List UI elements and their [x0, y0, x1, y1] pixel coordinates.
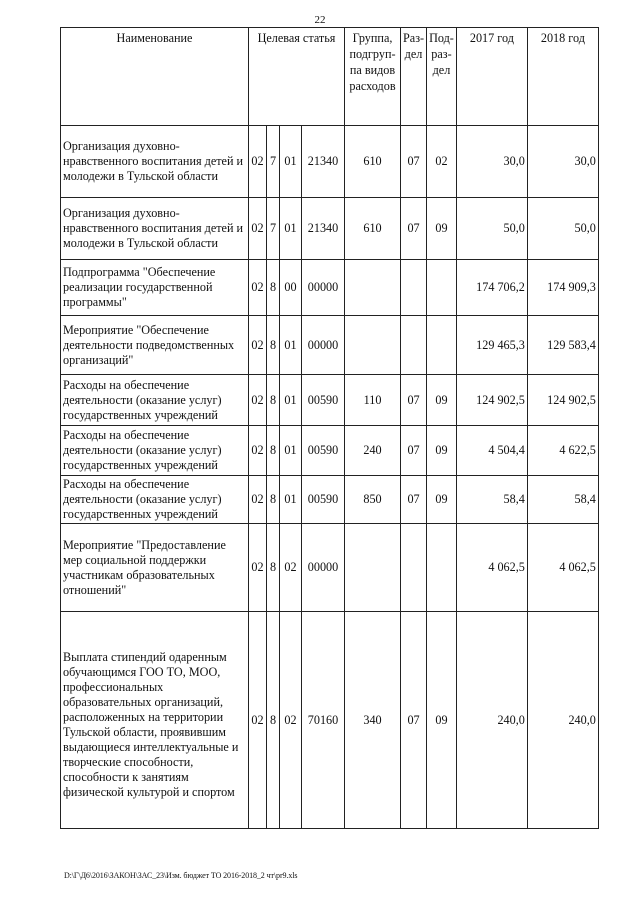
section-code: 07: [401, 426, 427, 476]
section-code: [401, 524, 427, 612]
article-event: 01: [280, 126, 302, 198]
article-subprogram: 8: [267, 375, 280, 426]
amount-2017: 174 706,2: [456, 260, 527, 316]
article-direction: 00000: [302, 316, 345, 375]
row-name: Расходы на обеспечение деятельности (оказание услуг) государственных учреждений: [61, 476, 249, 524]
amount-2018: 4 622,5: [527, 426, 598, 476]
header-name: Наименование: [61, 28, 249, 126]
section-code: [401, 316, 427, 375]
amount-2017: 50,0: [456, 198, 527, 260]
article-program: 02: [249, 126, 267, 198]
article-program: 02: [249, 426, 267, 476]
subsection-code: 09: [427, 426, 457, 476]
header-section: Раз-дел: [401, 28, 427, 126]
table-row: [61, 524, 599, 612]
article-event: 02: [280, 524, 302, 612]
article-subprogram: 8: [267, 426, 280, 476]
amount-2017: 4 062,5: [456, 524, 527, 612]
article-event: 01: [280, 476, 302, 524]
section-code: 07: [401, 476, 427, 524]
article-direction: 00000: [302, 260, 345, 316]
article-event: 01: [280, 316, 302, 375]
article-program: 02: [249, 260, 267, 316]
article-subprogram: 8: [267, 316, 280, 375]
page-number: 22: [314, 14, 326, 26]
amount-2018: 30,0: [527, 126, 598, 198]
table-header-row: [61, 28, 599, 126]
row-name: Мероприятие "Предоставление мер социальной поддержки участникам образовательных отношений": [61, 524, 249, 612]
article-event: 01: [280, 375, 302, 426]
expense-group: 610: [345, 126, 401, 198]
section-code: 07: [401, 612, 427, 829]
article-program: 02: [249, 476, 267, 524]
file-path-footer: D:\Г\Д6\2016\ЗАКОН\ЗАС_23\Изм. бюджет ТО 2016-2018_2 чт\pr9.xls: [64, 871, 298, 880]
expense-group: [345, 260, 401, 316]
subsection-code: [427, 316, 457, 375]
table-row: [61, 316, 599, 375]
article-direction: 21340: [302, 126, 345, 198]
table-row: [61, 126, 599, 198]
article-program: 02: [249, 524, 267, 612]
article-program: 02: [249, 198, 267, 260]
article-event: 00: [280, 260, 302, 316]
article-program: 02: [249, 375, 267, 426]
article-subprogram: 7: [267, 198, 280, 260]
section-code: 07: [401, 126, 427, 198]
amount-2018: 124 902,5: [527, 375, 598, 426]
subsection-code: 09: [427, 476, 457, 524]
subsection-code: 02: [427, 126, 457, 198]
table-row: [61, 198, 599, 260]
article-program: 02: [249, 612, 267, 829]
subsection-code: 09: [427, 375, 457, 426]
row-name: Расходы на обеспечение деятельности (оказание услуг) государственных учреждений: [61, 426, 249, 476]
article-subprogram: 8: [267, 260, 280, 316]
article-subprogram: 8: [267, 476, 280, 524]
expense-group: 610: [345, 198, 401, 260]
expense-group: [345, 316, 401, 375]
subsection-code: 09: [427, 198, 457, 260]
amount-2018: 58,4: [527, 476, 598, 524]
table-row: [61, 612, 599, 829]
table-row: [61, 260, 599, 316]
amount-2017: 30,0: [456, 126, 527, 198]
amount-2018: 129 583,4: [527, 316, 598, 375]
amount-2017: 4 504,4: [456, 426, 527, 476]
row-name: Организация духовно-нравственного воспитания детей и молодежи в Тульской области: [61, 198, 249, 260]
expense-group: 240: [345, 426, 401, 476]
article-subprogram: 8: [267, 524, 280, 612]
section-code: 07: [401, 198, 427, 260]
amount-2018: 4 062,5: [527, 524, 598, 612]
row-name: Организация духовно-нравственного воспитания детей и молодежи в Тульской области: [61, 126, 249, 198]
article-subprogram: 7: [267, 126, 280, 198]
amount-2017: 240,0: [456, 612, 527, 829]
table-body: [61, 126, 599, 829]
header-year-2017: 2017 год: [456, 28, 527, 126]
amount-2017: 129 465,3: [456, 316, 527, 375]
article-direction: 00590: [302, 476, 345, 524]
section-code: 07: [401, 375, 427, 426]
section-code: [401, 260, 427, 316]
budget-table: [60, 27, 599, 829]
expense-group: 340: [345, 612, 401, 829]
article-program: 02: [249, 316, 267, 375]
expense-group: 110: [345, 375, 401, 426]
article-direction: 00590: [302, 375, 345, 426]
article-event: 01: [280, 198, 302, 260]
header-subsection: Под-раз-дел: [427, 28, 457, 126]
article-direction: 00000: [302, 524, 345, 612]
table-row: [61, 375, 599, 426]
row-name: Расходы на обеспечение деятельности (оказание услуг) государственных учреждений: [61, 375, 249, 426]
table-row: [61, 476, 599, 524]
subsection-code: [427, 524, 457, 612]
article-subprogram: 8: [267, 612, 280, 829]
amount-2017: 124 902,5: [456, 375, 527, 426]
header-year-2018: 2018 год: [527, 28, 598, 126]
expense-group: [345, 524, 401, 612]
subsection-code: [427, 260, 457, 316]
table-row: [61, 426, 599, 476]
row-name: Подпрограмма "Обеспечение реализации государственной программы": [61, 260, 249, 316]
article-direction: 00590: [302, 426, 345, 476]
article-event: 02: [280, 612, 302, 829]
header-expense-group: Группа, подгруп-па видов расходов: [345, 28, 401, 126]
row-name: Мероприятие "Обеспечение деятельности подведомственных организаций": [61, 316, 249, 375]
amount-2017: 58,4: [456, 476, 527, 524]
article-direction: 70160: [302, 612, 345, 829]
article-direction: 21340: [302, 198, 345, 260]
amount-2018: 174 909,3: [527, 260, 598, 316]
amount-2018: 50,0: [527, 198, 598, 260]
subsection-code: 09: [427, 612, 457, 829]
expense-group: 850: [345, 476, 401, 524]
row-name: Выплата стипендий одаренным обучающимся ГОО ТО, МОО, профессиональных образовательных организаций, расположенных на территории Тульской области, проявившим выдающиеся интеллектуальные и творческие способности, способности к занятиям физической культурой и спортом: [61, 612, 249, 829]
article-event: 01: [280, 426, 302, 476]
amount-2018: 240,0: [527, 612, 598, 829]
header-target-article: Целевая статья: [249, 28, 345, 126]
